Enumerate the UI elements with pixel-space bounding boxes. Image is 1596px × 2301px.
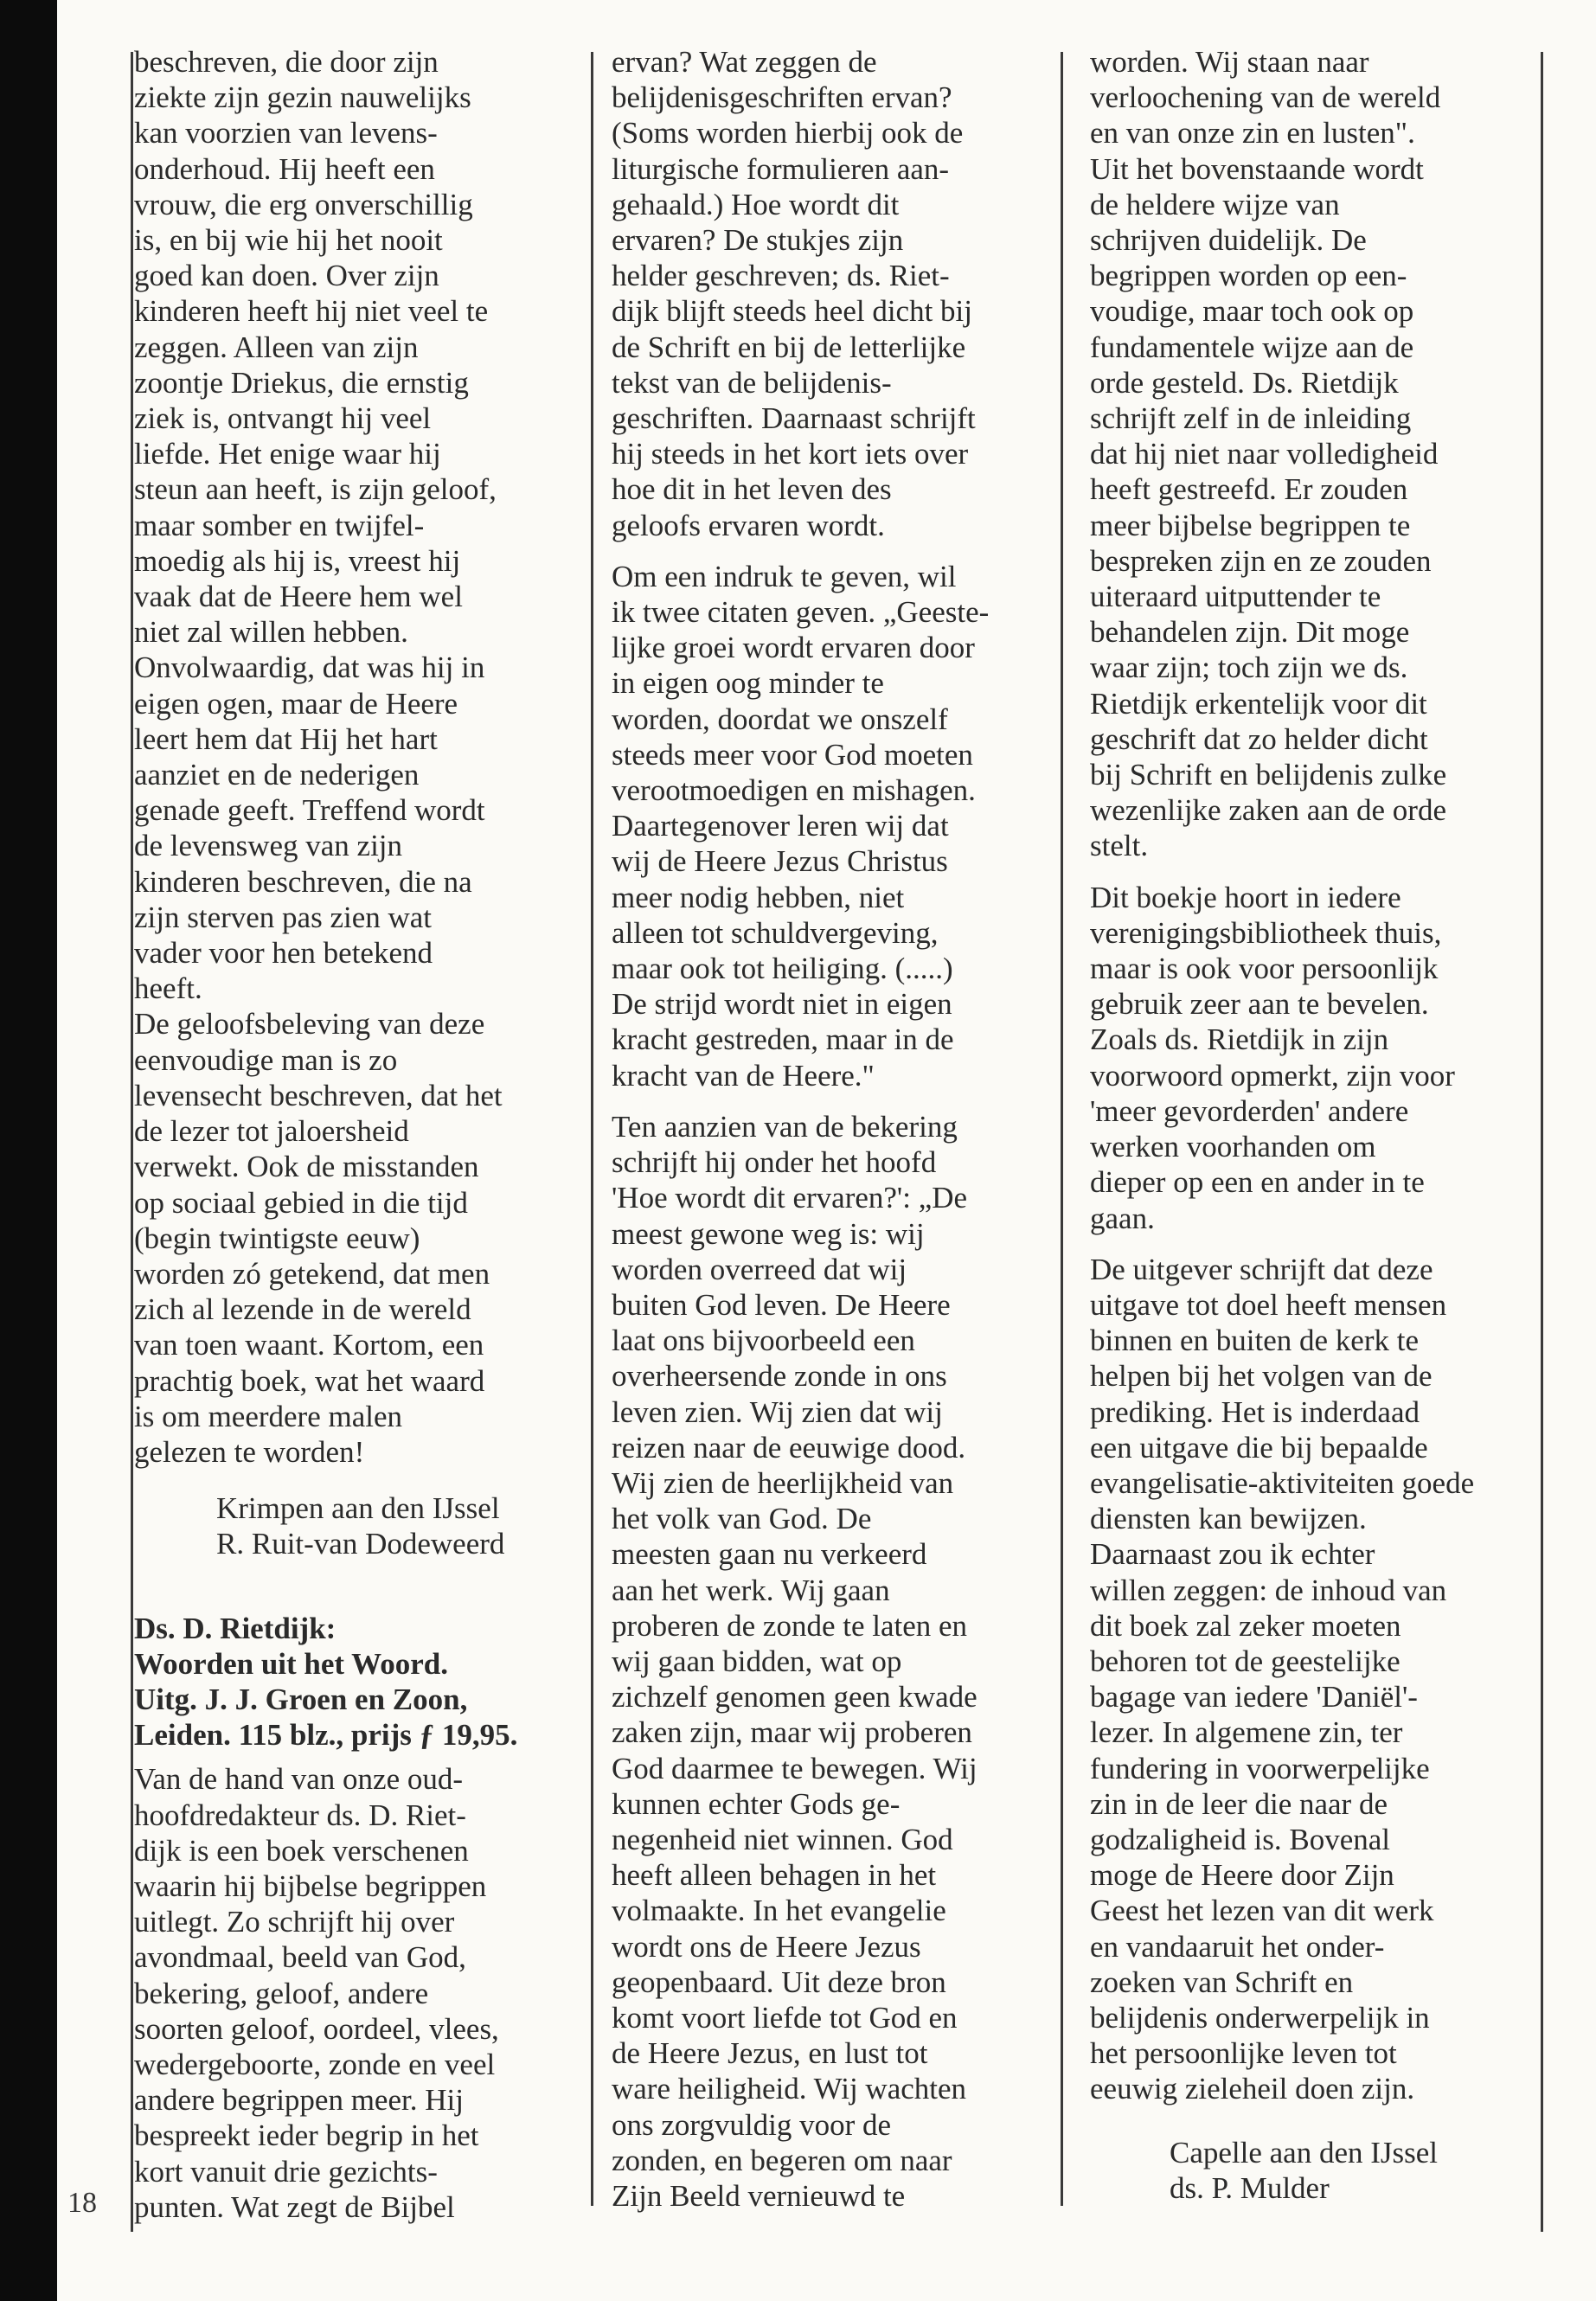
column-rule-left	[131, 52, 133, 2232]
column-rule-mid2	[1061, 52, 1063, 2206]
review-signature: Capelle aan den IJssel ds. P. Mulder	[1170, 2135, 1439, 2205]
review-paragraph: Om een indruk te geven, wil ik twee citaten geven. „Geeste- lijke groei wordt ervaren door in eigen oog minder te worden, doordat we onszelf steeds meer voor God moeten verootmoedigen en mishagen. Daartegenover leren wij dat wij de Heere Jezus Christus meer nodig hebben, niet alleen tot schuldvergeving, maar ook tot heiliging. (.....) De strijd wordt niet in eigen kracht gestreden, maar in de kracht van de Heere."	[612, 559, 990, 1093]
review-paragraph: De uitgever schrijft dat deze uitgave tot doel heeft mensen binnen en buiten de kerk te helpen bij het volgen van de prediking. Het is inderdaad een uitgave die bij bepaalde evangelisatie-aktiviteiten goede diensten kan bewijzen. Daarnaast zou ik echter willen zeggen: de inhoud van dit boek zal zeker moeten behoren tot de geestelijke bagage van iedere 'Daniël'- lezer. In algemene zin, ter fundering in voorwerpelijke zin in de leer die naar de godzaligheid is. Bovenal moge de Heere door Zijn Geest het lezen van dit werk en vandaaruit het onder- zoeken van Schrift en belijdenis onderwerpelijk in het persoonlijke leven tot eeuwig zieleheil doen zijn.	[1090, 1252, 1475, 2106]
review-paragraph: De geloofsbeleving van deze eenvoudige man is zo levensecht beschreven, dat het de lezer tot jaloersheid verwekt. Ook de misstanden op sociaal gebied in die tijd (begin twintigste eeuw) worden zó getekend, dat men zich al lezende in de wereld van toen waant. Kortom, een prachtig boek, wat het waard is om meerdere malen gelezen te worden!	[134, 1007, 503, 1469]
review-signature: Krimpen aan den IJssel R. Ruit-van Dodeweerd	[216, 1491, 505, 1561]
scan-edge-bar	[0, 0, 57, 2301]
review-paragraph: Van de hand van onze oud- hoofdredakteur ds. D. Riet- dijk is een boek verschenen waarin hij bijbelse begrippen uitlegt. Zo schrijft hij over avondmaal, beeld van God, bekering, geloof, andere soorten geloof, oordeel, vlees, wedergeboorte, zonde en veel andere begrippen meer. Hij bespreekt ieder begrip in het kort vanuit drie gezichts- punten. Wat zegt de Bijbel	[134, 1762, 499, 2224]
column-rule-right	[1541, 52, 1543, 2232]
review-paragraph: ervan? Wat zeggen de belijdenisgeschriften ervan? (Soms worden hierbij ook de liturgische formulieren aan- gehaald.) Hoe wordt dit ervaren? De stukjes zijn helder geschreven; ds. Riet- dijk blijft steeds heel dicht bij de Schrift en bij de letterlijke tekst van de belijdenis- geschriften. Daarnaast schrijft hij steeds in het kort iets over hoe dit in het leven des geloofs ervaren wordt.	[612, 45, 976, 542]
review-paragraph: Ten aanzien van de bekering schrijft hij onder het hoofd 'Hoe wordt dit ervaren?': „De meest gewone weg is: wij worden overreed dat wij buiten God leven. De Heere laat ons bijvoorbeeld een overheersende zonde in ons leven zien. Wij zien dat wij reizen naar de eeuwige dood. Wij zien de heerlijkheid van het volk van God. De meesten gaan nu verkeerd aan het werk. Wij gaan proberen de zonde te laten en wij gaan bidden, wat op zichzelf genomen geen kwade zaken zijn, maar wij proberen God daarmee te bewegen. Wij kunnen echter Gods ge- negenheid niet winnen. God heeft alleen behagen in het volmaakte. In het evangelie wordt ons de Heere Jezus geopenbaard. Uit deze bron komt voort liefde tot God en de Heere Jezus, en lust tot ware heiligheid. Wij wachten ons zorgvuldig voor de zonden, en begeren om naar Zijn Beeld vernieuwd te	[612, 1109, 977, 2213]
page-number: 18	[67, 2187, 97, 2219]
review-paragraph: Dit boekje hoort in iedere verenigingsbibliotheek thuis, maar is ook voor persoonlijk gebruik zeer aan te bevelen. Zoals ds. Rietdijk in zijn voorwoord opmerkt, zijn voor 'meer gevorderden' andere werken voorhanden om dieper op een en ander in te gaan.	[1090, 880, 1455, 1235]
column-rule-mid1	[591, 52, 593, 2206]
column-1	[134, 44, 567, 2225]
column-2	[612, 44, 1044, 2214]
review-paragraph: worden. Wij staan naar verloochening van de wereld en van onze zin en lusten". Uit het bovenstaande wordt de heldere wijze van schrijven duidelijk. De begrippen worden op een- voudige, maar toch ook op fundamentele wijze aan de orde gesteld. Ds. Rietdijk schrijft zelf in de inleiding dat hij niet naar volledigheid heeft gestreefd. Er zouden meer bijbelse begrippen te bespreken zijn en ze zouden uiteraard uitputtender te behandelen zijn. Dit moge waar zijn; toch zijn we ds. Rietdijk erkentelijk voor dit geschrift dat zo helder dicht bij Schrift en belijdenis zulke wezenlijke zaken aan de orde stelt.	[1090, 45, 1447, 863]
review-paragraph: beschreven, die door zijn ziekte zijn gezin nauwelijks kan voorzien van levens- onderhoud. Hij heeft een vrouw, die erg onverschillig is, en bij wie hij het nooit goed kan doen. Over zijn kinderen heeft hij niet veel te zeggen. Alleen van zijn zoontje Driekus, die ernstig ziek is, ontvangt hij veel liefde. Het enige waar hij steun aan heeft, is zijn geloof, maar somber en twijfel- moedig als hij is, vreest hij vaak dat de Heere hem wel niet zal willen hebben. Onvolwaardig, dat was hij in eigen ogen, maar de Heere leert hem dat Hij het hart aanziet en de nederigen genade geeft. Treffend wordt de levensweg van zijn kinderen beschreven, die na zijn sterven pas zien wat vader voor hen betekend heeft.	[134, 45, 497, 1006]
book-heading: Ds. D. Rietdijk: Woorden uit het Woord. Uitg. J. J. Groen en Zoon, Leiden. 115 blz., prijs ƒ 19,95.	[134, 1611, 518, 1753]
column-3	[1090, 44, 1522, 2206]
